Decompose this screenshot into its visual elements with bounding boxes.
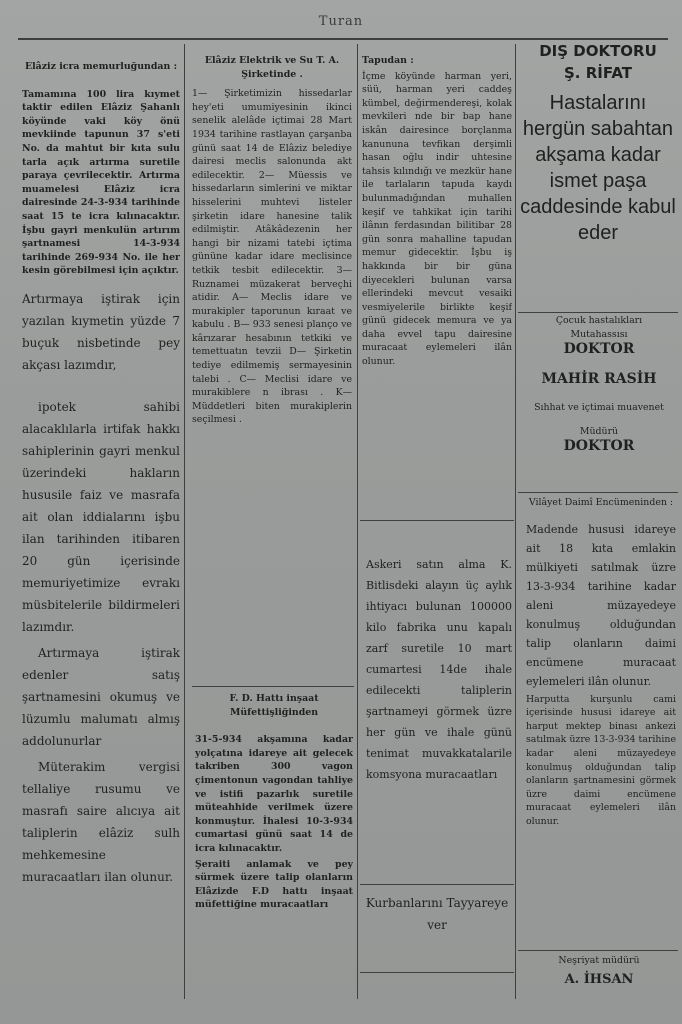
ad-heading: MAHİR RASİH <box>541 371 657 388</box>
column-4-doctor-ad <box>520 314 678 490</box>
ad-heading: DIŞ DOKTORU <box>539 42 657 60</box>
column-3-ad <box>366 554 512 804</box>
notice-heading: Elâziz icra memurluğundan : <box>24 61 178 72</box>
notice-heading: Tapudan : <box>362 55 414 66</box>
column-4-dentist-ad <box>518 40 678 310</box>
column-rule <box>515 44 516 999</box>
ad-body: Askeri satın alma K. Bitlisdeki alayın üç aylık ihtiyacı bulunan 100000 kilo fabrika unu kapalı zarf suretile 10 mart cumartesi 14de ihale edilecekti taliplerin şartnameyi görmek üzre her gün ve ihale günü tenimat muvakkatalarile komsyona muracaatları <box>366 558 512 781</box>
notice-body: İçme köyünde harman yeri, süü, harman yeri caddeş kümbel, değirmendereşi, kolak mevkileri nde bir bap hane iskân dairesince borçlanma kanununa tevfikan derşimli hasan oğlu indir uhtesine tahsis kılındığı ve mezkür hane ile tarlaların tapuda kaydı bulunmadığından muhallen keşif ve tahkikat için tarihi ilânın ferdasından bilitibar 28 gün sonra mahalline tapudan memur gidecektir. İşbu iş hakkında bir bir güna diyecekleri bulunan varsa ellerindeki mevcut vesaiki vesmiyelerile birlikte keşif günü gidecek memura ve ya daha evvel tapu dairesine muracaat eylemeleri ilân olunur. <box>362 70 512 368</box>
notice-paragraph: Artırmaya iştirak için yazılan kıymetin yüzde 7 buçuk nisbetinde pey akçası lazımdır, <box>22 291 180 372</box>
publisher-box <box>520 954 678 1004</box>
notice-paragraph: Müterakim vergisi tellaliye rusumu ve masrafı saire alıcıya ait taliplerin elâziz sulh mehkemesine muracaatları ilan olunur. <box>22 759 180 884</box>
notice-body: Madende hususi idareye ait 18 kıta emlakin mülkiyeti satılmak üzre 13-3-934 tarihine kadar aleni müzayedeye konulmuş olduğundan talip olanların daimi encümene muracaat eylemeleri ilân olunur. <box>526 522 676 688</box>
notice-paragraph: ipotek sahibi alacaklılarla irtifak hakkı sahiplerinin gayri menkul üzerindeki hakların hususile faiz ve masrafa ait olan iddialarını işbu ilan tarihinden itibaren 20 gün içerisinde memuriyetimize evrakı müsbitelerile bildirmeleri lazımdır. <box>22 399 180 634</box>
notice-heading: Elâziz Elektrik ve Su T. A. Şirketinde . <box>204 55 340 80</box>
ad-line: Sıhhat ve içtimai muavenet <box>534 402 664 414</box>
notice-body: 1— Şirketimizin hissedarlar hey'eti umumiyesinin ikinci senelik alelâde içtimai 28 Mart 1934 tarihine rastlayan çarşanba günü saat 14 de Elâziz belediye dairesi meclis salonunda akt edilecektir. 2— Müessis ve hissedarların simlerini ve miktar hisselerini muhtevi listeler şirketin idare hanesine talik edilmiştir. Atâkâdezenin her hangi bir nizami tatebi içtima gününe kadar idare meclisince tetkik tesbit edilecektir. 3— Ruznamei müzakerat berveçhi atidir. A— Meclis idare ve murakipler taporunun kıraat ve kabulu . B— 933 senesi planço ve kârızarar hesabının tetkiki ve temettuatın tevzii D— Şirketin tediye edilmemiş sermayesinin talebi . C— Meclisi idare ve murakiblere n ibrası . K— Müddetleri biten murakiplerin seçilmesi . <box>192 88 352 426</box>
ad-title: Kurbanlarını Tayyareye ver <box>365 896 509 932</box>
publisher-label: Neşriyat müdürü <box>558 955 640 966</box>
column-3-ad <box>362 892 512 972</box>
ad-line: Müdürü <box>579 425 619 437</box>
ad-heading: DOKTOR <box>563 438 635 455</box>
column-1 <box>22 44 180 1004</box>
section-rule <box>360 884 514 885</box>
ad-heading: DOKTOR <box>563 341 635 358</box>
notice-body: Harputta kurşunlu cami içerisinde hususi idareye ait harput mektep binası ankezi satılmak üzre 13-3-934 tarihine kadar aleni müzayedeye konulmuş olduğundan talip olanların şartnamesini görmek üzre daimi encümene muracaat eylemeleri ilân olunur. <box>526 693 676 827</box>
section-rule <box>192 686 354 687</box>
notice-heading: Vilâyet Daimî Encümeninden : <box>528 497 674 508</box>
section-rule <box>518 312 678 313</box>
masthead-title: Turan <box>318 14 364 29</box>
section-rule <box>360 972 514 973</box>
column-2-ad <box>195 692 353 992</box>
ad-heading: F. D. Hattı inşaat Müfettişliğinden <box>229 693 319 718</box>
section-rule <box>360 520 514 521</box>
publisher-name: A. İHSAN <box>564 971 634 987</box>
ad-heading: Ş. RİFAT <box>563 64 633 82</box>
column-3 <box>362 44 512 504</box>
ad-body: 31-5-934 akşamına kadar yolçatına idareye ait gelecek takriben 300 vagon çimentonun vagondan tahliye ve istifi pazarlık suretile müteahhide verilmek üzere konmuştur. İhalesi 10-3-934 cumartasi günü saat 14 de icra kılınacaktır. <box>195 734 353 854</box>
section-rule <box>518 950 678 951</box>
column-4-notice <box>526 496 676 946</box>
notice-paragraph: Artırmaya iştirak edenler satış şartnamesini okumuş ve lüzumlu malumatı almış addolunurlar <box>22 645 180 748</box>
ad-line: Çocuk hastalıkları <box>555 315 643 326</box>
section-rule <box>518 492 678 493</box>
ad-line: Mutahassısı <box>570 328 628 340</box>
ad-body: Hastalarını hergün sabahtan akşama kadar ismet paşa caddesinde kabul eder <box>520 92 676 244</box>
column-2 <box>192 44 352 684</box>
column-rule <box>357 44 358 999</box>
ad-body: Şeraiti anlamak ve pey sürmek üzere talip olanların Elâzizde F.D hattı inşaat müfettiğine muracaatları <box>195 858 353 911</box>
notice-body: Tamamına 100 lira kıymet taktir edilen Elâziz Şahanlı köyünde vaki köy önü mevkiinde tapunun 37 s'eti No. da mahtut bir kıta sulu tarla açık artırma suretile paraya çevrilecektir. Artırma muamelesi Elâziz icra dairesinde 24-3-934 tarihinde saat 15 te icra kılınacaktır. İşbu gayri menkulün artırım şartnamesi 14-3-934 tarihinde 269-934 No. ile her kesin görebilmesi için açıktır. <box>22 88 180 277</box>
column-rule <box>184 44 185 999</box>
